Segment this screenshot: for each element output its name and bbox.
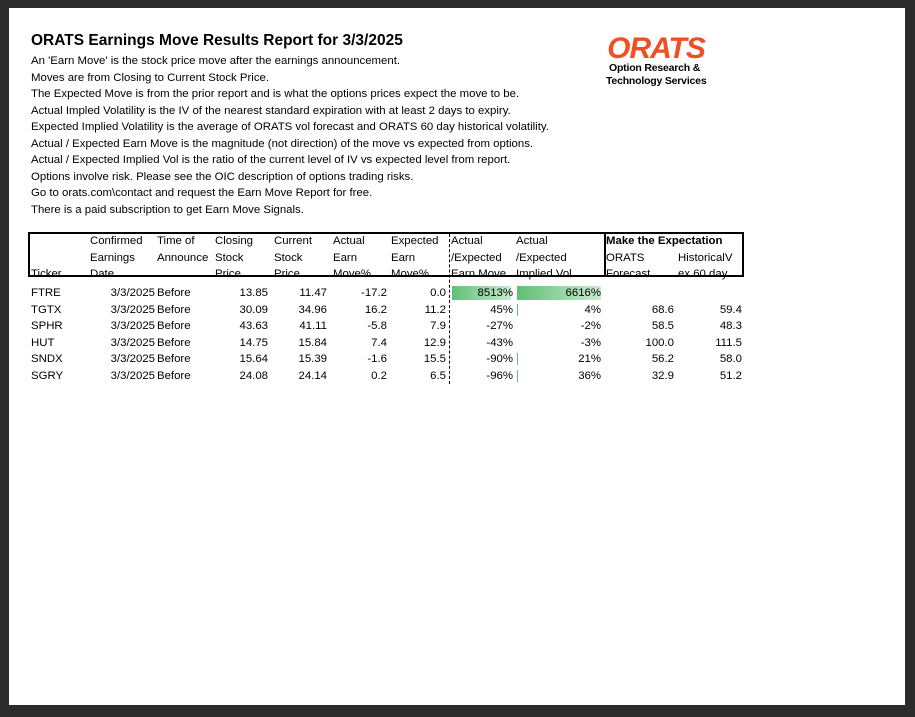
cell-ticker: SPHR bbox=[31, 320, 63, 332]
cell-expected-move: 6.5 bbox=[430, 369, 446, 382]
move-ratio-bar bbox=[517, 370, 518, 382]
note-line: Moves are from Closing to Current Stock Price. bbox=[31, 71, 270, 84]
cell-actual-move: 7.4 bbox=[371, 336, 387, 349]
header-actual-move: Actual bbox=[333, 235, 365, 247]
cell-iv-ratio: -2% bbox=[580, 320, 601, 332]
cell-actual-move: -1.6 bbox=[367, 353, 387, 365]
cell-histv: 58.0 bbox=[719, 353, 742, 365]
header-expected-move: Earn bbox=[391, 251, 416, 264]
cell-forecast: 32.9 bbox=[651, 369, 674, 382]
header-ticker: Ticker bbox=[31, 268, 62, 280]
cell-current-price: 34.96 bbox=[298, 303, 327, 316]
note-line: Expected Implied Volatility is the average of ORATS vol forecast and ORATS 60 day historical volatility. bbox=[31, 121, 549, 133]
header-date: Earnings bbox=[90, 251, 135, 264]
cell-ticker: SNDX bbox=[31, 353, 63, 365]
cell-closing-price: 14.75 bbox=[239, 336, 268, 349]
cell-actual-move: -17.2 bbox=[361, 287, 387, 299]
cell-date: 3/3/2025 bbox=[110, 369, 155, 382]
cell-iv-ratio: -3% bbox=[580, 336, 601, 349]
cell-forecast: 100.0 bbox=[645, 336, 674, 349]
cell-iv-ratio: 4% bbox=[584, 303, 601, 316]
cell-forecast: 58.5 bbox=[651, 320, 674, 332]
cell-iv-ratio: 6616% bbox=[565, 287, 601, 299]
cell-ticker: TGTX bbox=[31, 303, 62, 316]
cell-histv: 111.5 bbox=[715, 336, 742, 349]
header-current: Price bbox=[274, 268, 300, 280]
cell-date: 3/3/2025 bbox=[110, 336, 155, 349]
cell-iv-ratio: 36% bbox=[578, 369, 601, 382]
cell-current-price: 41.11 bbox=[299, 320, 327, 332]
cell-current-price: 11.47 bbox=[299, 287, 327, 299]
cell-expected-move: 15.5 bbox=[423, 353, 446, 365]
header-actual-move: Earn bbox=[333, 251, 358, 264]
cell-move-ratio: 8513% bbox=[477, 287, 513, 299]
orats-logo bbox=[594, 32, 724, 88]
move-ratio-bar bbox=[517, 353, 518, 365]
cell-move-ratio: -90% bbox=[486, 353, 513, 365]
note-line: There is a paid subscription to get Earn Move Signals. bbox=[31, 203, 304, 216]
note-line: The Expected Move is from the prior report and is what the options prices expect the move to be. bbox=[31, 88, 520, 100]
cell-time: Before bbox=[157, 353, 191, 365]
cell-date: 3/3/2025 bbox=[110, 303, 155, 316]
header-time: Time of bbox=[157, 235, 195, 247]
header-closing: Closing bbox=[215, 235, 253, 247]
cell-expected-move: 11.2 bbox=[424, 303, 446, 316]
cell-date: 3/3/2025 bbox=[110, 320, 155, 332]
header-forecast: Forecast bbox=[606, 268, 651, 280]
header-histv: ex 60 day bbox=[678, 268, 728, 280]
logo-wordmark: ORATS bbox=[607, 32, 705, 62]
header-histv: HistoricalV bbox=[678, 251, 733, 264]
header-ratio-move: /Expected bbox=[451, 251, 502, 264]
cell-ticker: FTRE bbox=[31, 287, 61, 299]
note-line: Actual Impled Volatility is the IV of the nearest standard expiration with at least 2 days to expiry. bbox=[31, 104, 511, 117]
cell-time: Before bbox=[157, 303, 191, 316]
header-closing: Stock bbox=[215, 251, 244, 264]
note-line: Actual / Expected Implied Vol is the ratio of the current level of IV vs expected level from report. bbox=[31, 154, 511, 166]
cell-closing-price: 15.64 bbox=[239, 353, 268, 365]
report-notes bbox=[31, 53, 549, 218]
cell-current-price: 15.39 bbox=[298, 353, 327, 365]
header-forecast: ORATS bbox=[606, 251, 645, 264]
cell-forecast: 56.2 bbox=[651, 353, 674, 365]
header-current: Current bbox=[274, 235, 312, 247]
logo-line2: Technology Services bbox=[606, 75, 707, 87]
orats-wordmark-icon bbox=[606, 32, 706, 62]
report-title: ORATS Earnings Move Results Report for 3/3/2025 bbox=[31, 32, 403, 49]
cell-actual-move: 16.2 bbox=[364, 303, 387, 316]
cell-histv: 59.4 bbox=[719, 303, 742, 316]
cell-closing-price: 13.85 bbox=[239, 287, 268, 299]
cell-closing-price: 24.08 bbox=[239, 369, 268, 382]
cell-time: Before bbox=[157, 336, 191, 349]
cell-histv bbox=[676, 285, 742, 302]
header-actual-move: Move% bbox=[333, 268, 371, 280]
header-ratio-move: Actual bbox=[451, 235, 483, 247]
cell-forecast bbox=[606, 285, 674, 302]
header-date: Confirmed bbox=[90, 235, 143, 247]
cell-closing-price: 30.09 bbox=[239, 303, 268, 316]
cell-histv: 48.3 bbox=[719, 320, 742, 332]
cell-histv: 51.2 bbox=[719, 369, 742, 382]
cell-expected-move: 0.0 bbox=[430, 287, 446, 299]
header-ratio-iv: Implied Vol bbox=[516, 268, 572, 280]
cell-current-price: 24.14 bbox=[298, 369, 327, 382]
cell-current-price: 15.84 bbox=[298, 336, 327, 349]
header-date: Date bbox=[90, 268, 115, 280]
cell-expected-move: 7.9 bbox=[430, 320, 446, 332]
header-current: Stock bbox=[274, 251, 303, 264]
cell-time: Before bbox=[157, 369, 191, 382]
note-line: Go to orats.com\contact and request the Earn Move Report for free. bbox=[31, 187, 373, 199]
header-ratio-move: Earn Move bbox=[451, 268, 507, 280]
cell-actual-move: 0.2 bbox=[371, 369, 387, 382]
logo-line1: Option Research & bbox=[609, 62, 701, 74]
cell-date: 3/3/2025 bbox=[110, 287, 155, 299]
cell-move-ratio: 45% bbox=[490, 303, 513, 316]
header-ratio-iv: /Expected bbox=[516, 251, 567, 264]
cell-move-ratio: -27% bbox=[486, 320, 513, 332]
header-ratio-iv: Actual bbox=[516, 235, 548, 247]
cell-move-ratio: -96% bbox=[486, 369, 513, 382]
move-ratio-bar bbox=[517, 304, 518, 316]
header-closing: Price bbox=[215, 268, 241, 280]
cell-forecast: 68.6 bbox=[651, 303, 674, 316]
cell-move-ratio: -43% bbox=[486, 336, 513, 349]
cell-time: Before bbox=[157, 320, 191, 332]
expectation-header: Make the Expectation bbox=[606, 235, 723, 247]
note-line: An 'Earn Move' is the stock price move after the earnings announcement. bbox=[31, 55, 401, 67]
note-line: Options involve risk. Please see the OIC description of options trading risks. bbox=[31, 170, 414, 183]
header-expected-move: Expected bbox=[391, 235, 439, 247]
cell-closing-price: 43.63 bbox=[239, 320, 268, 332]
header-time: Announce bbox=[157, 251, 209, 264]
cell-expected-move: 12.9 bbox=[423, 336, 446, 349]
dashed-divider-left bbox=[449, 234, 450, 384]
cell-iv-ratio: 21% bbox=[578, 353, 601, 365]
cell-date: 3/3/2025 bbox=[110, 353, 155, 365]
report-page bbox=[9, 8, 905, 705]
cell-ticker: SGRY bbox=[31, 369, 64, 382]
cell-time: Before bbox=[157, 287, 191, 299]
cell-actual-move: -5.8 bbox=[367, 320, 387, 332]
cell-ticker: HUT bbox=[31, 336, 55, 349]
note-line: Actual / Expected Earn Move is the magnitude (not direction) of the move vs expected from options. bbox=[31, 137, 534, 150]
header-expected-move: Move% bbox=[391, 268, 429, 280]
